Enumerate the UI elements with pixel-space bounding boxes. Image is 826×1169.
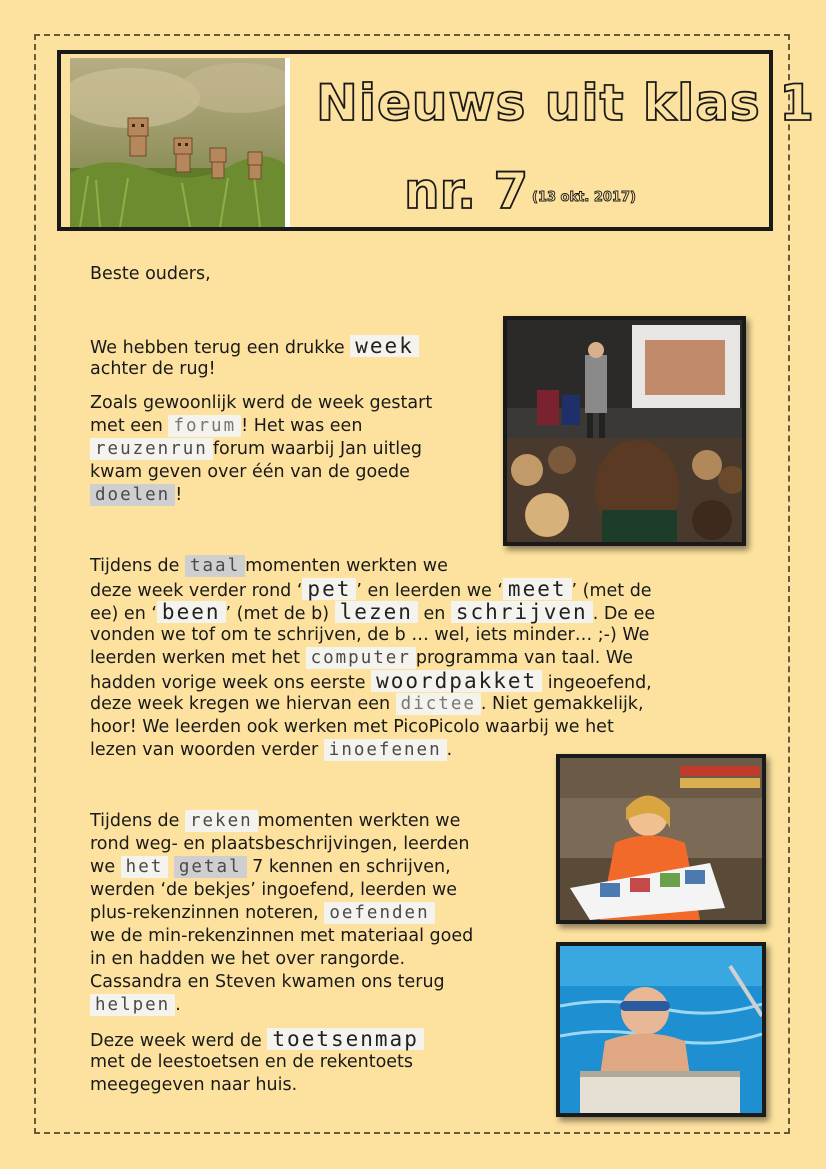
header-photo: [70, 58, 290, 227]
cutout-word: inoefenen: [324, 739, 447, 761]
cutout-word: computer: [306, 647, 416, 669]
cutout-word: getal: [174, 856, 247, 878]
cutout-word: forum: [168, 415, 241, 437]
paragraph-3-line: [90, 739, 452, 761]
text: . De ee: [592, 604, 656, 624]
paragraph-4-line: werden ‘de bekjes’ ingoefend, leerden we: [90, 880, 458, 900]
text: ’ (met de b): [225, 604, 330, 624]
paragraph-3-line: [90, 578, 652, 602]
cutout-word: reken: [185, 810, 258, 832]
text: deze week kregen we hiervan een: [90, 694, 391, 714]
paragraph-3-line: [90, 555, 448, 577]
paragraph-1-line: [90, 335, 419, 359]
text: We hebben terug een drukke: [90, 338, 345, 358]
text: en: [423, 604, 446, 624]
text: ingeoefend,: [547, 673, 652, 693]
issue-number: nr. 7: [404, 162, 529, 220]
photo-rekenen: [556, 754, 766, 924]
text: momenten werkten we: [257, 811, 461, 831]
cutout-word: schrijven: [451, 601, 593, 623]
text: .: [175, 995, 181, 1015]
paragraph-3-line: hoor! We leerden ook werken met PicoPicolo waarbij we het: [90, 717, 614, 737]
paragraph-4-line: we de min-rekenzinnen met materiaal goed: [90, 926, 474, 946]
paragraph-4-line: rond weg- en plaatsbeschrijvingen, leerden: [90, 834, 470, 854]
text: ’ (met de: [571, 581, 652, 601]
text: deze week verder rond ‘: [90, 581, 303, 601]
paragraph-3-line: [90, 647, 633, 669]
paragraph-3-line: [90, 670, 652, 694]
cutout-word: oefenden: [324, 902, 434, 924]
paragraph-2-line: [90, 484, 182, 506]
paragraph-2-line: kwam geven over één van de goede: [90, 462, 410, 482]
text: plus-rekenzinnen noteren,: [90, 903, 319, 923]
paragraph-5-line: met de leestoetsen en de rekentoets: [90, 1052, 414, 1072]
cutout-word: taal: [185, 555, 245, 577]
cutout-word: meet: [503, 578, 572, 600]
paragraph-2-line: [90, 415, 362, 437]
cutout-word: been: [157, 601, 226, 623]
paragraph-4-line: in en hadden we het over rangorde.: [90, 949, 406, 969]
paragraph-5-line: [90, 1028, 424, 1052]
paragraph-5-line: meegegeven naar huis.: [90, 1075, 298, 1095]
text: ! Het was een: [241, 416, 363, 436]
cutout-word: doelen: [90, 484, 175, 506]
paragraph-2-line: Zoals gewoonlijk werd de week gestart: [90, 393, 433, 413]
cutout-word: woordpakket: [371, 670, 542, 692]
cutout-word: lezen: [335, 601, 418, 623]
text: . Niet gemakkelijk,: [480, 694, 644, 714]
cutout-word: reuzenrun: [90, 438, 213, 460]
text: hadden vorige week ons eerste: [90, 673, 366, 693]
cutout-word: week: [350, 335, 419, 357]
text: lezen van woorden verder: [90, 740, 319, 760]
greeting: Beste ouders,: [90, 264, 211, 284]
text: Deze week werd de: [90, 1031, 262, 1051]
paragraph-4-line: Cassandra en Steven kwamen ons terug: [90, 972, 445, 992]
text: Tijdens de: [90, 811, 180, 831]
cutout-word: toetsenmap: [267, 1028, 423, 1050]
paragraph-3-line: [90, 601, 655, 625]
cutout-word: helpen: [90, 994, 175, 1016]
paragraph-4-line: [90, 994, 181, 1016]
paragraph-3-line: [90, 693, 644, 715]
text: ’ en leerden we ‘: [356, 581, 503, 601]
text: ee) en ‘: [90, 604, 157, 624]
paragraph-4-line: [90, 856, 451, 878]
text: leerden werken met het: [90, 648, 300, 668]
issue-date: (13 okt. 2017): [532, 190, 636, 205]
header: [57, 50, 815, 231]
paragraph-4-line: [90, 902, 435, 924]
text: momenten werkten we: [245, 556, 448, 576]
text: we: [90, 857, 116, 877]
text: forum waarbij Jan uitleg: [212, 439, 423, 459]
cutout-word: het: [121, 856, 169, 878]
text: met een: [90, 416, 163, 436]
cutout-word: dictee: [396, 693, 481, 715]
paragraph-3-line: vonden we tof om te schrijven, de b … wel, iets minder… ;-) We: [90, 625, 650, 645]
text: !: [175, 485, 183, 505]
paragraph-4-line: [90, 810, 460, 832]
text: programma van taal. We: [415, 648, 633, 668]
paragraph-2-line: [90, 438, 422, 460]
text: Tijdens de: [90, 556, 180, 576]
text: 7 kennen en schrijven,: [252, 857, 451, 877]
newsletter-title: Nieuws uit klas 1: [316, 74, 815, 132]
cutout-word: pet: [302, 578, 356, 600]
paragraph-1-line: achter de rug!: [90, 359, 216, 379]
photo-forum: [503, 316, 746, 546]
text: .: [446, 740, 453, 760]
photo-zwemmen: [556, 942, 766, 1117]
